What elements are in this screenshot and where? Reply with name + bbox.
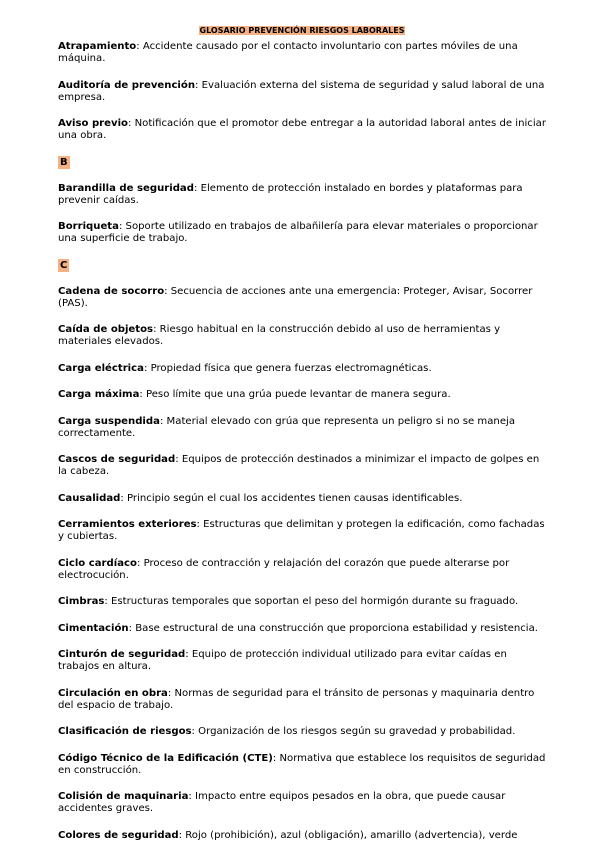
glossary-definition: Equipos de protección destinados a minimizar el impacto de golpes en la cabeza. bbox=[58, 454, 540, 477]
glossary-definition: Elemento de protección instalado en bordes y plataformas para prevenir caídas. bbox=[58, 182, 523, 206]
term-separator: : bbox=[178, 829, 186, 841]
glossary-term: Atrapamiento bbox=[58, 41, 137, 52]
glossary-entry bbox=[58, 363, 546, 375]
glossary-definition: Normativa que establece los requisitos de seguridad en construcción. bbox=[58, 752, 546, 776]
glossary-term: Cimbras bbox=[58, 596, 105, 607]
glossary-term: Caída de objetos bbox=[58, 324, 154, 335]
glossary-term: Carga eléctrica bbox=[58, 362, 144, 374]
section-letter-heading: C bbox=[60, 259, 68, 271]
glossary-definition: Peso límite que una grúa puede levantar de manera segura. bbox=[146, 389, 451, 400]
glossary-entry bbox=[58, 558, 546, 582]
glossary-definition: Material elevado con grúa que representa un peligro si no se maneja correctamente. bbox=[58, 415, 516, 439]
glossary-entry bbox=[58, 221, 546, 245]
term-separator: : bbox=[196, 519, 204, 530]
term-separator: : bbox=[104, 596, 112, 607]
glossary-term: Auditoría de prevención bbox=[58, 79, 196, 91]
glossary-entry bbox=[58, 623, 546, 635]
term-separator: : bbox=[167, 687, 175, 699]
glossary-entry bbox=[58, 753, 546, 777]
term-separator: : bbox=[188, 791, 196, 802]
term-separator: : bbox=[185, 649, 192, 660]
glossary-entry bbox=[58, 41, 546, 65]
glossary-entry bbox=[58, 519, 546, 543]
glossary-entry bbox=[58, 688, 546, 712]
glossary-definition: Soporte utilizado en trabajos de albañilería para elevar materiales o proporcionar una superficie de trabajo. bbox=[58, 221, 538, 244]
glossary-term: Aviso previo bbox=[58, 118, 128, 129]
glossary-definition: Principio según el cual los accidentes tienen causas identificables. bbox=[127, 492, 463, 504]
term-separator: : bbox=[272, 752, 280, 764]
glossary-definition: Riesgo habitual en la construcción debido al uso de herramientas y materiales elevados. bbox=[58, 324, 501, 347]
term-separator: : bbox=[127, 118, 135, 129]
glossary-term: Cascos de seguridad bbox=[58, 454, 176, 465]
glossary-term: Carga máxima bbox=[58, 389, 140, 400]
glossary-entry bbox=[58, 416, 546, 440]
document-title: GLOSARIO PREVENCIÓN RIESGOS LABORALES bbox=[199, 26, 405, 35]
glossary-entry bbox=[58, 830, 546, 842]
term-separator: : bbox=[120, 492, 128, 504]
glossary-entry bbox=[58, 493, 546, 505]
glossary-entry bbox=[58, 726, 546, 738]
glossary-definition: Notificación que el promotor debe entregar a la autoridad laboral antes de iniciar una obra. bbox=[58, 118, 546, 141]
glossary-definition: Secuencia de acciones ante una emergencia: Proteger, Avisar, Socorrer (PAS). bbox=[58, 285, 533, 309]
term-separator: : bbox=[195, 79, 202, 91]
glossary-definition: Equipo de protección individual utilizado para evitar caídas en trabajos en altura. bbox=[58, 649, 507, 672]
term-separator: : bbox=[128, 622, 136, 634]
glossary-term: Cadena de socorro bbox=[58, 285, 165, 297]
glossary-entry bbox=[58, 791, 546, 815]
glossary-entry bbox=[58, 649, 546, 673]
glossary-definition: Evaluación externa del sistema de seguridad y salud laboral de una empresa. bbox=[58, 79, 545, 103]
glossary-term: Clasificación de riesgos bbox=[58, 726, 192, 737]
term-separator: : bbox=[118, 221, 126, 232]
glossary-entry bbox=[58, 118, 546, 142]
term-separator: : bbox=[136, 557, 144, 569]
glossary-term: Carga suspendida bbox=[58, 415, 160, 427]
section-letter-heading: B bbox=[60, 156, 68, 168]
glossary-term: Causalidad bbox=[58, 492, 121, 504]
glossary-entry bbox=[58, 596, 546, 608]
glossary-term: Cerramientos exteriores bbox=[58, 519, 197, 530]
glossary-definition: Impacto entre equipos pesados en la obra, que puede causar accidentes graves. bbox=[58, 791, 506, 814]
glossary-page bbox=[58, 26, 546, 856]
glossary-definition: Rojo (prohibición), azul (obligación), amarillo (advertencia), verde bbox=[185, 829, 518, 841]
term-separator: : bbox=[153, 324, 160, 335]
glossary-entry bbox=[58, 80, 546, 104]
glossary-entry bbox=[58, 324, 546, 348]
glossary-entry bbox=[58, 454, 546, 478]
glossary-definition: Organización de los riesgos según su gravedad y probabilidad. bbox=[198, 726, 516, 737]
glossary-term: Código Técnico de la Edificación (CTE) bbox=[58, 752, 273, 764]
glossary-definition: Base estructural de una construcción que proporciona estabilidad y resistencia. bbox=[135, 622, 538, 634]
glossary-term: Barandilla de seguridad bbox=[58, 182, 194, 194]
glossary-entry bbox=[58, 183, 546, 207]
glossary-definition: Propiedad física que genera fuerzas electromagnéticas. bbox=[150, 362, 432, 374]
term-separator: : bbox=[175, 454, 182, 465]
glossary-term: Ciclo cardíaco bbox=[58, 557, 137, 569]
term-separator: : bbox=[143, 362, 151, 374]
glossary-entry bbox=[58, 389, 546, 401]
glossary-term: Cimentación bbox=[58, 622, 129, 634]
term-separator: : bbox=[136, 41, 143, 52]
glossary-definition: Estructuras que delimitan y protegen la edificación, como fachadas y cubiertas. bbox=[58, 519, 545, 542]
glossary-definition: Estructuras temporales que soportan el peso del hormigón durante su fraguado. bbox=[111, 596, 519, 607]
glossary-definition: Normas de seguridad para el tránsito de personas y maquinaria dentro del espacio de trabajo. bbox=[58, 687, 535, 711]
glossary-term: Circulación en obra bbox=[58, 687, 168, 699]
glossary-term: Colisión de maquinaria bbox=[58, 791, 189, 802]
glossary-definition: Accidente causado por el contacto involuntario con partes móviles de una máquina. bbox=[58, 41, 518, 64]
glossary-entry bbox=[58, 286, 546, 310]
term-separator: : bbox=[191, 726, 199, 737]
term-separator: : bbox=[159, 415, 167, 427]
glossary-term: Colores de seguridad bbox=[58, 829, 179, 841]
term-separator: : bbox=[193, 182, 201, 194]
term-separator: : bbox=[139, 389, 146, 400]
glossary-definition: Proceso de contracción y relajación del corazón que puede alterarse por electrocución. bbox=[58, 557, 510, 581]
glossary-term: Cinturón de seguridad bbox=[58, 649, 186, 660]
glossary-body bbox=[58, 41, 546, 842]
term-separator: : bbox=[164, 285, 171, 297]
glossary-term: Borriqueta bbox=[58, 221, 119, 232]
